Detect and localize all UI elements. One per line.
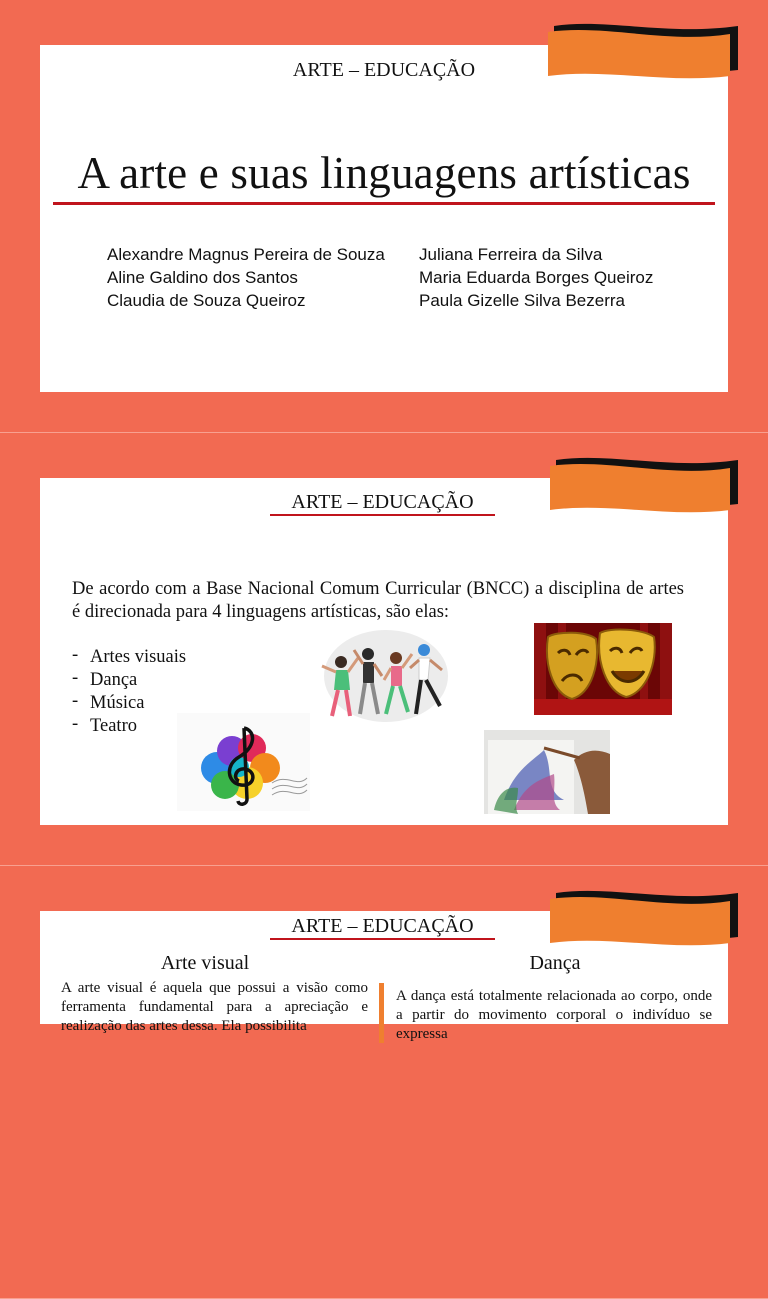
author-name: Maria Eduarda Borges Queiroz — [419, 268, 654, 288]
visual-arts-image — [484, 730, 610, 814]
slide-subtitle: ARTE – EDUCAÇÃO — [292, 59, 476, 81]
list-item: - Dança — [72, 668, 138, 690]
flag-decoration — [550, 887, 740, 949]
flag-decoration — [546, 20, 740, 82]
column-title-visual-art: Arte visual — [160, 952, 250, 974]
theatre-image — [534, 623, 672, 715]
slide-heading: ARTE – EDUCAÇÃO — [291, 491, 474, 513]
slide-1-card — [40, 45, 728, 392]
column-title-dance: Dança — [529, 952, 581, 974]
bncc-paragraph: De acordo com a Base Nacional Comum Curricular (BNCC) a disciplina de artes é direcionada para 4 linguagens artísticas, são elas: — [72, 579, 684, 622]
column-accent-bar — [379, 983, 384, 1043]
author-name: Alexandre Magnus Pereira de Souza — [107, 245, 385, 264]
list-item: - Teatro — [72, 714, 137, 736]
list-item: - Artes visuais — [72, 645, 187, 667]
title-underline — [53, 202, 715, 205]
slide-heading: ARTE – EDUCAÇÃO — [291, 915, 474, 937]
slide-title: A arte e suas linguagens artísticas — [77, 148, 691, 198]
dance-image — [316, 628, 448, 723]
column-text-visual-art: A arte visual é aquela que possui a visão como ferramenta fundamental para a apreciação e realização das artes dessa. Ela possibilita — [61, 980, 368, 1034]
list-item: - Música — [72, 691, 145, 713]
author-name: Juliana Ferreira da Silva — [419, 245, 603, 264]
column-text-dance: A dança está totalmente relacionada ao corpo, onde a partir do movimento corporal o indivíduo se expressa — [396, 988, 712, 1042]
slide-2-card — [40, 478, 728, 825]
author-name: Claudia de Souza Queiroz — [107, 291, 306, 311]
flag-decoration — [550, 454, 740, 516]
heading-underline — [270, 514, 495, 516]
music-image — [177, 713, 310, 811]
languages-list — [72, 646, 186, 738]
author-name: Aline Galdino dos Santos — [107, 268, 298, 288]
authors-left — [107, 243, 385, 313]
heading-underline — [270, 938, 495, 940]
authors-right — [419, 243, 653, 313]
author-name: Paula Gizelle Silva Bezerra — [419, 291, 625, 311]
